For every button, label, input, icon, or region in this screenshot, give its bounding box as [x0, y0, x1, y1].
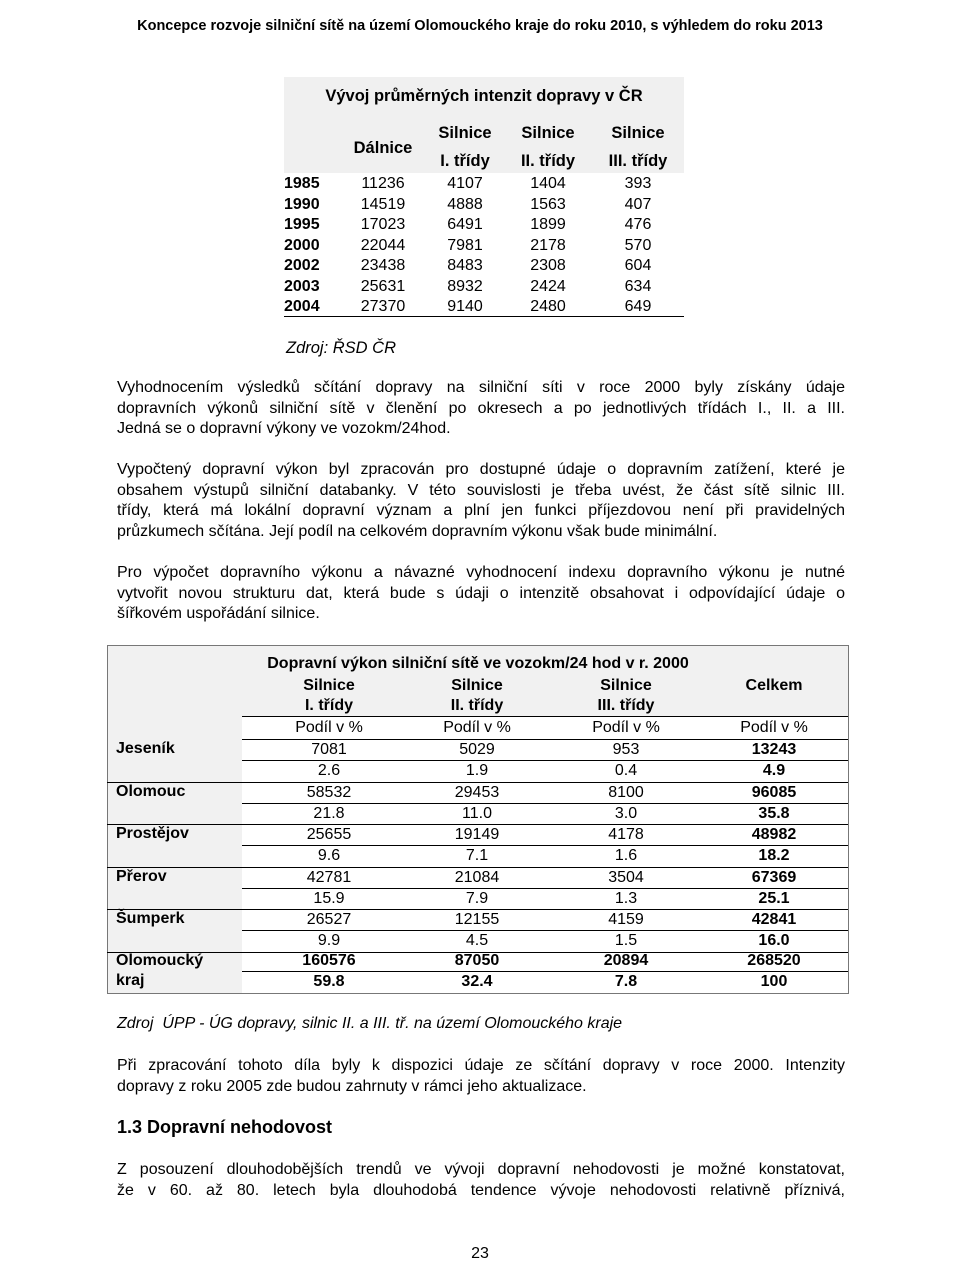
- paragraph-3-line: šířkovém uspořádání silnice.: [117, 605, 320, 622]
- table2-row-divider: [107, 782, 848, 783]
- table1-dalnice-value: 23438: [360, 257, 406, 274]
- table2-district-percent: 1.9: [465, 762, 489, 779]
- table2-district-value: 42841: [751, 911, 797, 928]
- table2-podil-2: Podíl v %: [443, 719, 511, 736]
- table2-district-percent: 1.6: [614, 847, 638, 864]
- table2-district-value: 4159: [608, 911, 644, 928]
- table1-silnice2-value: 1404: [530, 175, 566, 192]
- paragraph-3: [117, 563, 845, 625]
- table2-district-percent: 21.8: [313, 804, 345, 822]
- table2-col3-a: Silnice: [600, 677, 652, 694]
- table1-silnice3-value: 570: [624, 236, 652, 254]
- table1-dalnice-value: 22044: [360, 236, 406, 254]
- table1-year: 2004: [284, 298, 320, 315]
- table2-district-percent: 0.4: [614, 762, 638, 779]
- table1-col3-a: Silnice: [611, 124, 665, 142]
- table1-silnice2-value: 1899: [530, 216, 566, 233]
- table2-col1-a: Silnice: [303, 677, 355, 694]
- table2-kraj-rule: [242, 971, 848, 972]
- table2-district-value: 21084: [454, 868, 500, 886]
- paragraph-5-line: že v 60. až 80. letech byla dlouhodobá tendence vývoje nehodovosti relativně příznivá,: [117, 1181, 845, 1199]
- table2-district-value: 953: [612, 741, 640, 758]
- table2-district-percent: 9.9: [317, 932, 341, 949]
- table2-col2-b: II. třídy: [450, 697, 504, 714]
- table2-district-value: 5029: [459, 741, 495, 758]
- table1-silnice1-value: 8483: [447, 257, 483, 274]
- table2-district-value: 13243: [751, 741, 797, 758]
- table2-row-divider: [107, 824, 848, 825]
- table2-row-rule: [242, 803, 848, 804]
- table2-district-value: 19149: [454, 826, 500, 843]
- table2-row-divider: [107, 909, 848, 910]
- table2-kraj-percent: 59.8: [313, 973, 345, 990]
- table1-silnice1-value: 4888: [447, 195, 483, 213]
- table2-podil-1: Podíl v %: [295, 719, 363, 736]
- paragraph-2: [117, 460, 845, 542]
- table2-kraj-label-b: kraj: [116, 972, 145, 989]
- table2-kraj-percent: 32.4: [461, 973, 493, 990]
- table1-year: 2000: [284, 236, 320, 254]
- paragraph-2-line: obsahem výstupů silniční databanky. V této souvislosti je třeba uvést, že část sítě silnic III.: [117, 481, 845, 499]
- table2-kraj-percent: 100: [760, 973, 788, 990]
- table2-row-rule: [242, 888, 848, 889]
- table1-col1-a: Silnice: [438, 124, 492, 142]
- paragraph-1: [117, 378, 845, 440]
- table2-district-percent: 35.8: [758, 804, 790, 822]
- table2-district-name: Olomouc: [116, 782, 186, 800]
- table1-dalnice-value: 11236: [361, 175, 405, 192]
- table1-silnice1-value: 4107: [447, 175, 483, 192]
- page-header: Koncepce rozvoje silniční sítě na území Olomouckého kraje do roku 2010, s výhledem do roku 2013: [137, 18, 823, 34]
- table2-kraj-value: 20894: [603, 952, 649, 969]
- table2-district-value: 7081: [311, 741, 347, 758]
- table1-col1-b: I. třídy: [440, 152, 490, 170]
- table1-silnice3-value: 604: [624, 257, 652, 274]
- table1-silnice3-value: 476: [624, 216, 652, 233]
- table2-row-rule: [242, 760, 848, 761]
- table2-district-value: 67369: [751, 868, 797, 886]
- table2-district-percent: 1.5: [614, 932, 638, 949]
- table2-district-name: Jeseník: [116, 740, 175, 757]
- table2-district-value: 12155: [454, 911, 500, 928]
- table2-district-value: 8100: [608, 783, 644, 801]
- table2-source: Zdroj ÚPP - ÚG dopravy, silnic II. a III. tř. na území Olomouckého kraje: [117, 1015, 623, 1032]
- table2-district-name: Přerov: [116, 867, 167, 885]
- paragraph-2-line: třídy, která má lokální dopravní význam a plní jen funkci příjezdovou není při pravidelných: [117, 502, 845, 519]
- table2-podil-3: Podíl v %: [592, 719, 660, 736]
- table2-district-value: 48982: [751, 826, 797, 843]
- table2-kraj-value: 268520: [747, 952, 801, 969]
- table2-district-percent: 1.3: [614, 889, 638, 907]
- table2-col1-b: I. třídy: [304, 697, 353, 714]
- table1-silnice2-value: 2178: [530, 236, 566, 254]
- table1-silnice1-value: 6491: [447, 216, 483, 233]
- table2-podil-4: Podíl v %: [740, 719, 808, 736]
- paragraph-2-line: Vypočtený dopravní výkon byl zpracován pro dostupné údaje o dopravním zatížení, které je: [117, 461, 845, 478]
- paragraph-1-line: dopravních výkonů silniční sítě v členění po okresech a po jednotlivých třídách I., II. a III.: [117, 399, 845, 417]
- table2-col3-b: III. třídy: [597, 697, 655, 714]
- table1-year: 1990: [284, 195, 320, 213]
- paragraph-1-line: Vyhodnocením výsledků sčítání dopravy na silniční síti v roce 2000 byly získány údaje: [117, 379, 845, 396]
- table2-district-percent: 4.9: [762, 762, 786, 779]
- table2-row-rule: [242, 845, 848, 846]
- table2-district-value: 42781: [306, 868, 352, 886]
- paragraph-5: [117, 1160, 845, 1201]
- table1-silnice1-value: 7981: [447, 236, 483, 254]
- table2-district-percent: 2.6: [317, 762, 341, 779]
- paragraph-4-line: Při zpracování tohoto díla byly k dispozici údaje ze sčítání dopravy v roce 2000. Intenzity: [117, 1057, 845, 1074]
- table2-kraj-percent: 7.8: [614, 973, 638, 990]
- table2-district-percent: 7.1: [465, 847, 489, 864]
- paragraph-3-line: vytvořit novou strukturu dat, která bude s údaji o intenzitě obsahovat i odpovídající údaje o: [117, 584, 845, 602]
- page-number: 23: [471, 1245, 489, 1262]
- table2-podil-rule: [242, 739, 848, 740]
- table2-district-name: Šumperk: [116, 910, 185, 927]
- table1-silnice1-value: 9140: [447, 298, 483, 315]
- table2-district-percent: 3.0: [614, 804, 638, 822]
- paragraph-4: [117, 1056, 845, 1097]
- paragraph-5-line: Z posouzení dlouhodobějších trendů ve vývoji dopravní nehodovosti je možné konstatovat,: [117, 1161, 845, 1178]
- table2-district-percent: 11.0: [462, 804, 492, 822]
- paragraph-4-line: dopravy z roku 2005 zde budou zahrnuty v rámci jeho aktualizace.: [117, 1077, 587, 1095]
- table1-col2-a: Silnice: [521, 124, 575, 142]
- table2-row-divider: [107, 867, 848, 868]
- table1-year: 1985: [284, 175, 320, 192]
- table1-dalnice-value: 14519: [360, 195, 406, 213]
- table1-col-dalnice: Dálnice: [353, 139, 413, 157]
- table1-col2-b: II. třídy: [520, 152, 576, 170]
- table2-district-value: 58532: [306, 783, 352, 801]
- table2-district-value: 96085: [751, 783, 797, 801]
- table1-silnice3-value: 393: [624, 175, 652, 192]
- table2-kraj-label-a: Olomoucký: [116, 952, 204, 969]
- table1-bottom-rule: [284, 316, 684, 317]
- table1-source: Zdroj: ŘSD ČR: [286, 339, 397, 357]
- table1-year: 2002: [284, 257, 320, 274]
- table2-row-rule: [242, 930, 848, 931]
- section-heading: 1.3 Dopravní nehodovost: [117, 1117, 333, 1137]
- table2-district-name: Prostějov: [116, 825, 189, 842]
- table1-year: 1995: [284, 216, 320, 233]
- table2-col4: Celkem: [745, 677, 803, 694]
- table1-dalnice-value: 17023: [360, 216, 406, 233]
- table2-district-value: 26527: [306, 911, 352, 928]
- table1-silnice3-value: 634: [624, 277, 652, 295]
- table1-year: 2003: [284, 277, 320, 295]
- table1-silnice2-value: 2308: [530, 257, 566, 274]
- table1-dalnice-value: 27370: [360, 298, 406, 315]
- table2-district-value: 4178: [608, 826, 644, 843]
- table1-silnice2-value: 2424: [530, 277, 566, 295]
- table2-col2-a: Silnice: [451, 677, 503, 694]
- table2-district-value: 25655: [306, 826, 352, 843]
- table2-district-value: 29453: [454, 783, 500, 801]
- paragraph-1-line: Jedná se o dopravní výkony ve vozokm/24hod.: [117, 420, 451, 437]
- table2-kraj-value: 87050: [454, 952, 500, 969]
- table1-dalnice-value: 25631: [360, 277, 406, 295]
- table2-district-percent: 16.0: [758, 932, 790, 949]
- table2-district-value: 3504: [608, 868, 644, 886]
- table2-kraj-value: 160576: [302, 952, 356, 969]
- table1-silnice2-value: 1563: [530, 195, 566, 213]
- table2-header-rule: [242, 716, 848, 717]
- table2-title: Dopravní výkon silniční sítě ve vozokm/24 hod v r. 2000: [267, 655, 689, 672]
- table2-district-percent: 15.9: [313, 889, 345, 907]
- table1-silnice2-value: 2480: [530, 298, 566, 315]
- table1-title: Vývoj průměrných intenzit dopravy v ČR: [325, 87, 643, 105]
- table2-district-percent: 4.5: [465, 932, 489, 949]
- table1-silnice1-value: 8932: [447, 277, 483, 295]
- table1-col3-b: III. třídy: [608, 152, 668, 170]
- paragraph-3-line: Pro výpočet dopravního výkonu a návazné vyhodnocení indexu dopravního výkonu je nutné: [117, 564, 845, 581]
- table2-district-percent: 7.9: [465, 889, 489, 907]
- table1-silnice3-value: 649: [624, 298, 652, 315]
- paragraph-2-line: průzkumech sčítána. Její podíl na celkovém dopravním výkonu však bude minimální.: [117, 522, 718, 540]
- table2-district-percent: 18.2: [758, 847, 790, 864]
- table1-silnice3-value: 407: [624, 195, 652, 213]
- table2-district-percent: 25.1: [758, 889, 790, 907]
- table2-district-percent: 9.6: [317, 847, 341, 864]
